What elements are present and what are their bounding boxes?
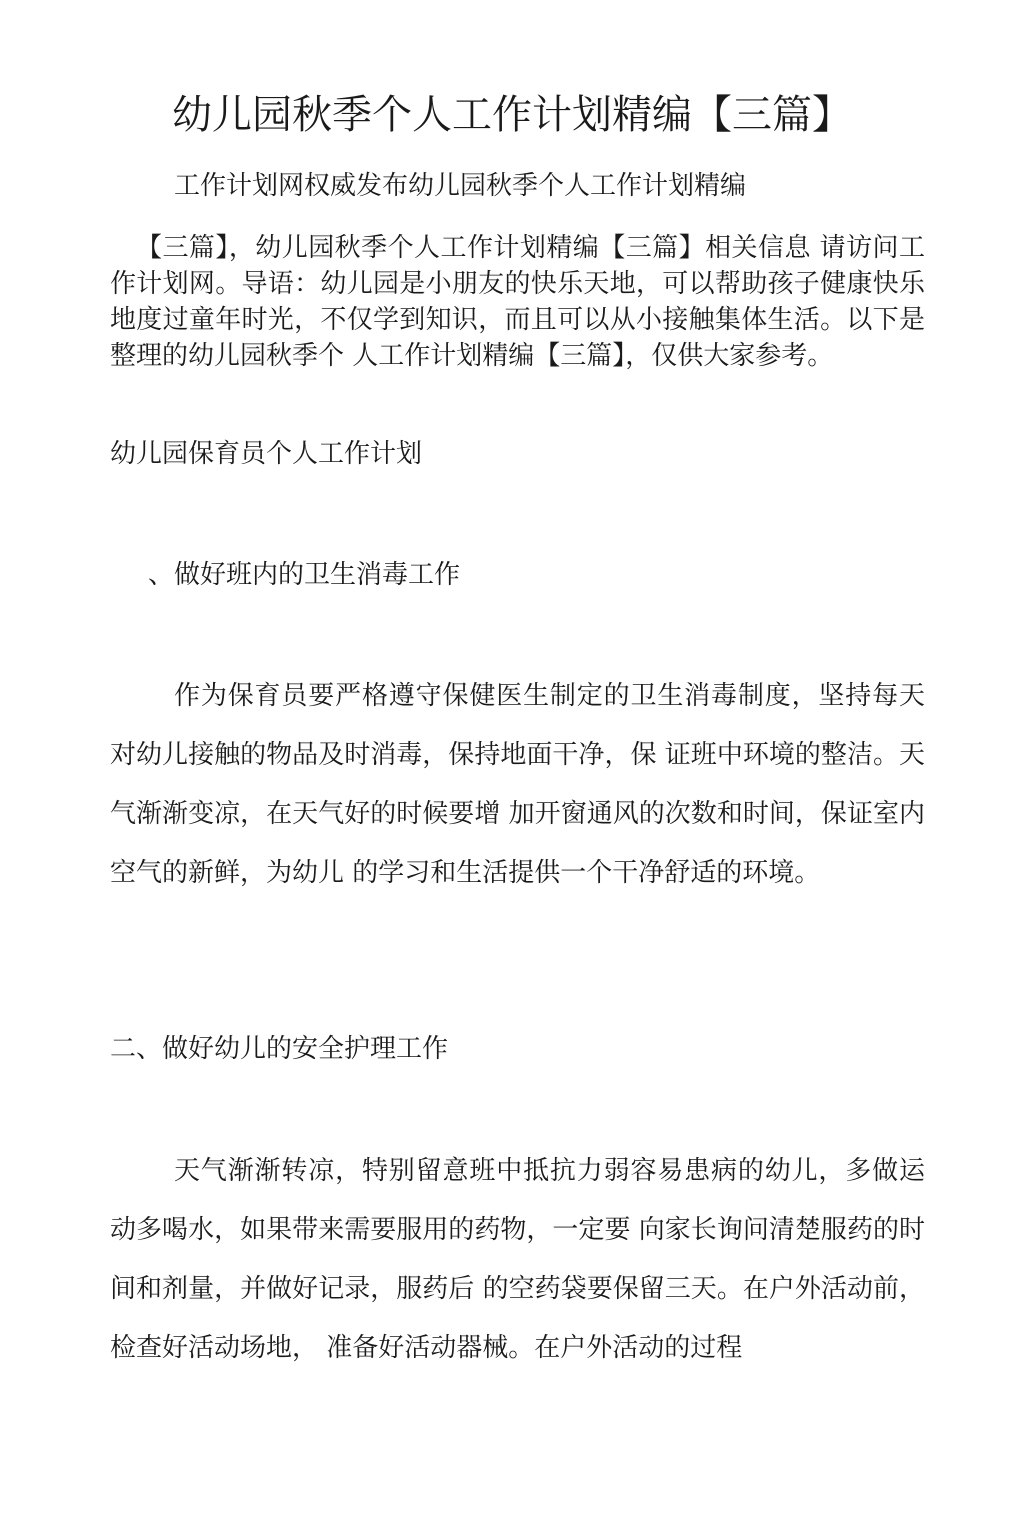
item-1-body: 作为保育员要严格遵守保健医生制定的卫生消毒制度，坚持每天对幼儿接触的物品及时消毒，保持地面干净，保 证班中环境的整洁。天气渐渐变凉，在天气好的时候要增 加开窗通风的次数和时间，保证室内空气的新鲜，为幼儿 的学习和生活提供一个干净舒适的环境。 (110, 681, 925, 888)
intro-paragraph: 【三篇】，幼儿园秋季个人工作计划精编【三篇】相关信息 请访问工作计划网。导语：幼儿园是小朋友的快乐天地，可以帮助孩子健康快乐地度过童年时光，不仅学到知识，而且可以从小接触集体生活。以下是整理的幼儿园秋季个 人工作计划精编【三篇】，仅供大家参考。 (110, 233, 925, 371)
document-subtitle: 工作计划网权威发布幼儿园秋季个人工作计划精编 (174, 171, 747, 201)
item-2-heading: 二、做好幼儿的安全护理工作 (110, 1034, 449, 1064)
item-1-heading: 、做好班内的卫生消毒工作 (148, 560, 461, 590)
section-title: 幼儿园保育员个人工作计划 (110, 439, 423, 469)
item-2-body: 天气渐渐转凉，特别留意班中抵抗力弱容易患病的幼儿，多做运动多喝水，如果带来需要服用的药物，一定要 向家长询问清楚服药的时间和剂量，并做好记录，服药后 的空药袋要保留三天。在户外活动前，检查好活动场地， 准备好活动器械。在户外活动的过程 (110, 1156, 925, 1363)
document-title: 幼儿园秋季个人工作计划精编【三篇】 (172, 92, 852, 138)
